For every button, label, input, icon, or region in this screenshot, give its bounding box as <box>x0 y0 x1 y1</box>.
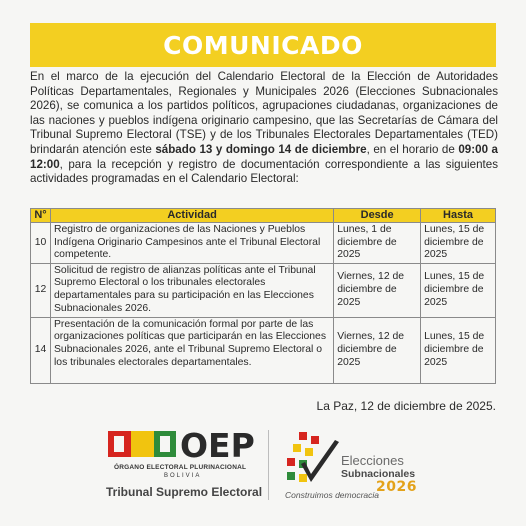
activities-table <box>30 208 496 384</box>
oep-logo <box>108 428 263 500</box>
row-activity: Presentación de la comunicación formal por parte de las organizaciones políticas que participarán en las Elecciones Subnacionales 2026, ante el Tribunal Supremo Electoral o los tribunales electorales departamentales. <box>50 317 333 383</box>
oep-org-name: ÓRGANO ELECTORAL PLURINACIONAL <box>114 464 247 471</box>
oep-acronym: OEP <box>180 426 255 465</box>
oep-flag-bars-icon <box>108 431 176 457</box>
page-title: COMUNICADO <box>163 30 363 60</box>
row-num: 10 <box>31 223 51 264</box>
table-row <box>31 317 496 383</box>
paragraph-text-2: , en el horario de <box>366 142 459 156</box>
header-from: Desde <box>334 209 421 223</box>
paragraph-text-1: En el marco de la ejecución del Calendario Electoral de la Elección de Autoridades Políticas Departamentales, Regionales y Municipales 2026 (Elecciones Subnacionales 2026), se comunica a los partidos políticos, agrupaciones ciudadanas, organizaciones de las naciones y pueblos indígena originario campesino, que las Secretarías de Cámara del Tribunal Supremo Electoral (TSE) y de los Tribunales Electorales Departamentales (TED) brindarán atención este <box>30 70 498 156</box>
elecciones-title: Elecciones <box>341 453 404 468</box>
paragraph-text-3: , para la recepción y registro de documentación correspondiente a las siguientes actividades programadas en el Calendario Electoral: <box>30 157 498 186</box>
logo-divider <box>268 430 269 500</box>
ballot-checkmark-icon <box>283 430 341 492</box>
row-from: Viernes, 12 de diciembre de 2025 <box>334 317 421 383</box>
table-row <box>31 263 496 317</box>
elecciones-year: 2026 <box>376 479 417 495</box>
oep-tribunal: Tribunal Supremo Electoral <box>106 485 263 499</box>
row-activity: Registro de organizaciones de las Naciones y Pueblos Indígena Originario Campesinos ante el Tribunal Electoral competente. <box>50 223 333 264</box>
row-from: Lunes, 1 de diciembre de 2025 <box>334 223 421 264</box>
elecciones-logo <box>283 428 443 502</box>
header-num: N° <box>31 209 51 223</box>
table-header-row <box>31 209 496 223</box>
elecciones-slogan: Construimos democracia <box>285 490 380 500</box>
oep-country: BOLIVIA <box>164 473 202 479</box>
row-to: Lunes, 15 de diciembre de 2025 <box>421 223 496 264</box>
place-date: La Paz, 12 de diciembre de 2025. <box>316 399 496 413</box>
row-activity: Solicitud de registro de alianzas políticas ante el Tribunal Supremo Electoral o los tribunales electorales departamentales para su participación en las Elecciones Subnacionales 2026. <box>50 263 333 317</box>
row-from: Viernes, 12 de diciembre de 2025 <box>334 263 421 317</box>
elecciones-subtitle: Subnacionales <box>341 468 416 480</box>
paragraph-bold-hours: 09:00 a 12:00 <box>30 142 498 171</box>
paragraph-bold-dates: sábado 13 y domingo 14 de diciembre <box>155 142 367 156</box>
header-to: Hasta <box>421 209 496 223</box>
table-row <box>31 223 496 264</box>
announcement-paragraph <box>30 70 498 187</box>
row-to: Lunes, 15 de diciembre de 2025 <box>421 317 496 383</box>
row-to: Lunes, 15 de diciembre de 2025 <box>421 263 496 317</box>
row-num: 12 <box>31 263 51 317</box>
row-num: 14 <box>31 317 51 383</box>
header-activity: Actividad <box>50 209 333 223</box>
title-banner <box>30 23 496 67</box>
